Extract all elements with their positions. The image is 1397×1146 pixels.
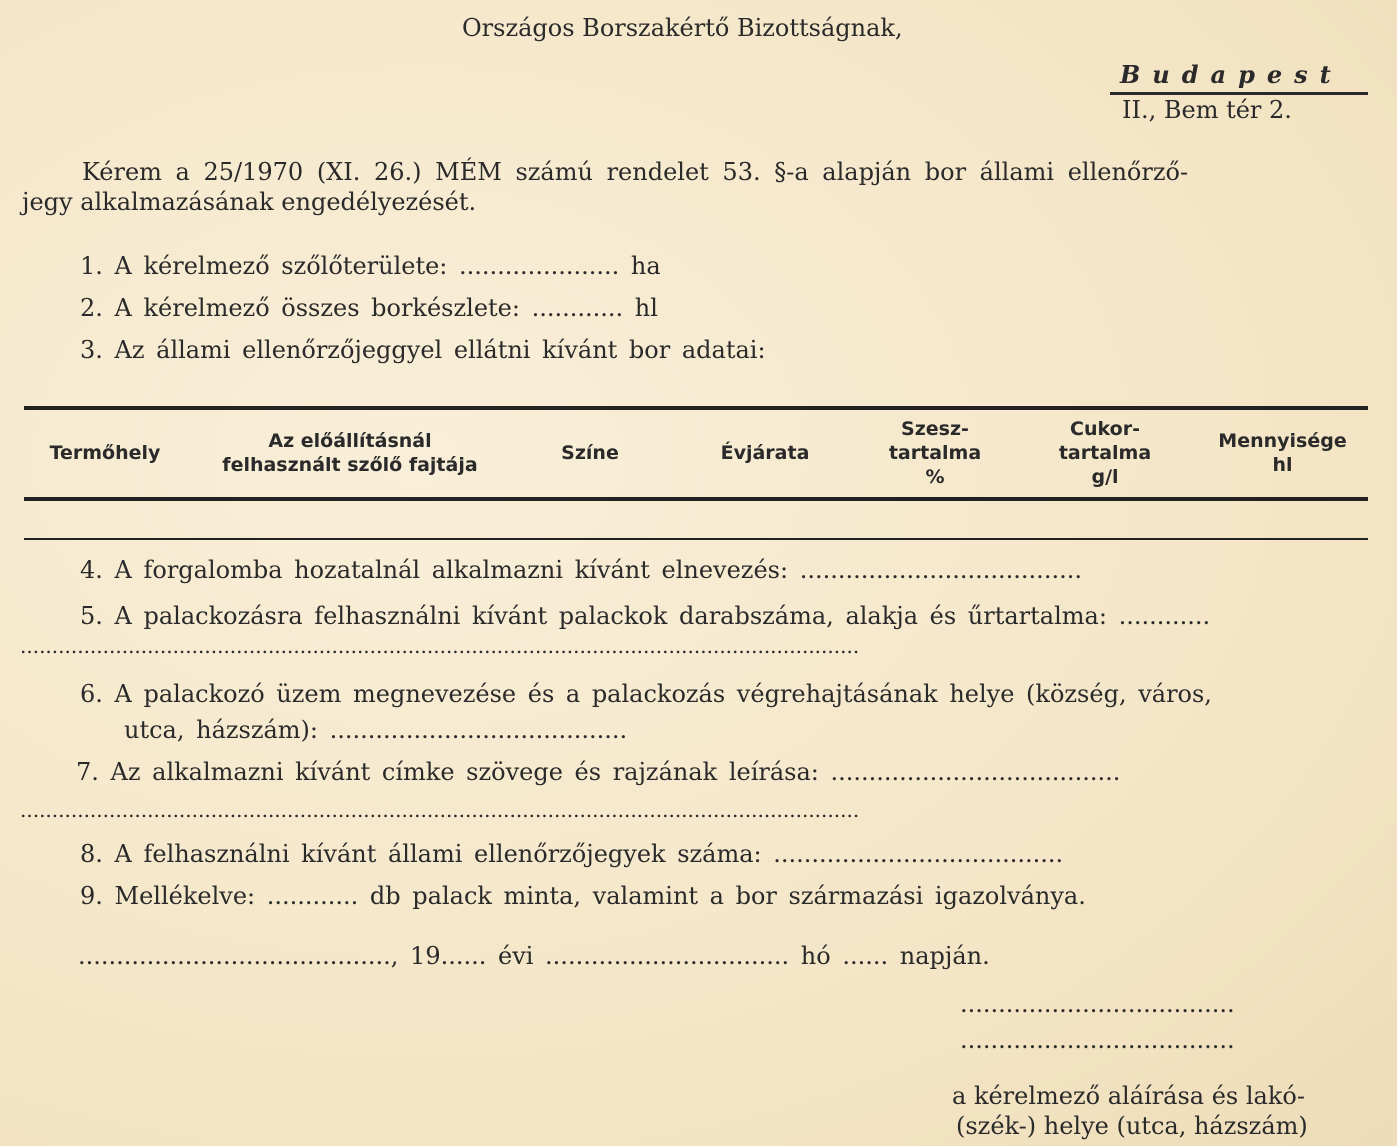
table-header-cukortartalma: Cukor- tartalma g/l [1058,418,1152,488]
table-header-mennyisege: Mennyisége hl [1218,430,1347,476]
item-4: 4. A forgalomba hozatalnál alkalmazni kívánt elnevezés: ..................................... [80,556,1082,584]
table-header-rule [24,497,1368,501]
signature-line-1: .................................... [960,990,1235,1018]
table-header-szine: Színe [561,442,619,464]
addressee: Országos Borszakértő Bizottságnak, [462,14,903,42]
table-header-szesztartalma: Szesz- tartalma % [888,418,982,488]
city-underline [1110,92,1368,95]
item-3: 3. Az állami ellenőrzőjeggyel ellátni kívánt bor adatai: [80,336,766,364]
intro-line-1: Kérem a 25/1970 (XI. 26.) MÉM számú rendelet 53. §-a alapján bor állami ellenőrző- [82,158,1189,186]
table-header-termohely: Termőhely [49,442,161,464]
table-header-evjarata: Évjárata [720,442,810,464]
item-5: 5. A palackozásra felhasználni kívánt palackok darabszáma, alakja és űrtartalma: ............ [80,602,1211,630]
intro-line-2: jegy alkalmazásának engedélyezését. [22,188,477,216]
signature-line-2: .................................... [960,1026,1235,1054]
table-bottom-rule [24,538,1368,540]
signature-label-2: (szék-) helye (utca, házszám) [956,1112,1308,1140]
table-top-rule [24,406,1368,410]
item-7: 7. Az alkalmazni kívánt címke szövege és rajzának leírása: ...................................... [76,758,1121,786]
address: II., Bem tér 2. [1122,96,1292,124]
signature-label-1: a kérelmező aláírása és lakó- [952,1082,1305,1110]
table-header-fajta: Az előállításnál felhasznált szőlő fajtája [222,430,478,476]
item-2: 2. A kérelmező összes borkészlete: ............ hl [80,294,658,322]
city-name: Budapest [1120,60,1343,89]
item-5-continuation: .................................................................................................................................... [20,634,860,658]
item-1: 1. A kérelmező szőlőterülete: ..................... ha [80,252,661,280]
item-6-line-2: utca, házszám): ....................................... [124,716,628,744]
item-9: 9. Mellékelve: ............ db palack minta, valamint a bor származási igazolványa. [80,882,1086,910]
item-7-continuation: .................................................................................................................................... [20,798,860,822]
item-8: 8. A felhasználni kívánt állami ellenőrzőjegyek száma: ...................................... [80,840,1064,868]
date-line: ........................................., 19...... évi ................................ hó ...... napján. [78,942,990,970]
item-6-line-1: 6. A palackozó üzem megnevezése és a palackozás végrehajtásának helye (község, város, [80,680,1212,708]
